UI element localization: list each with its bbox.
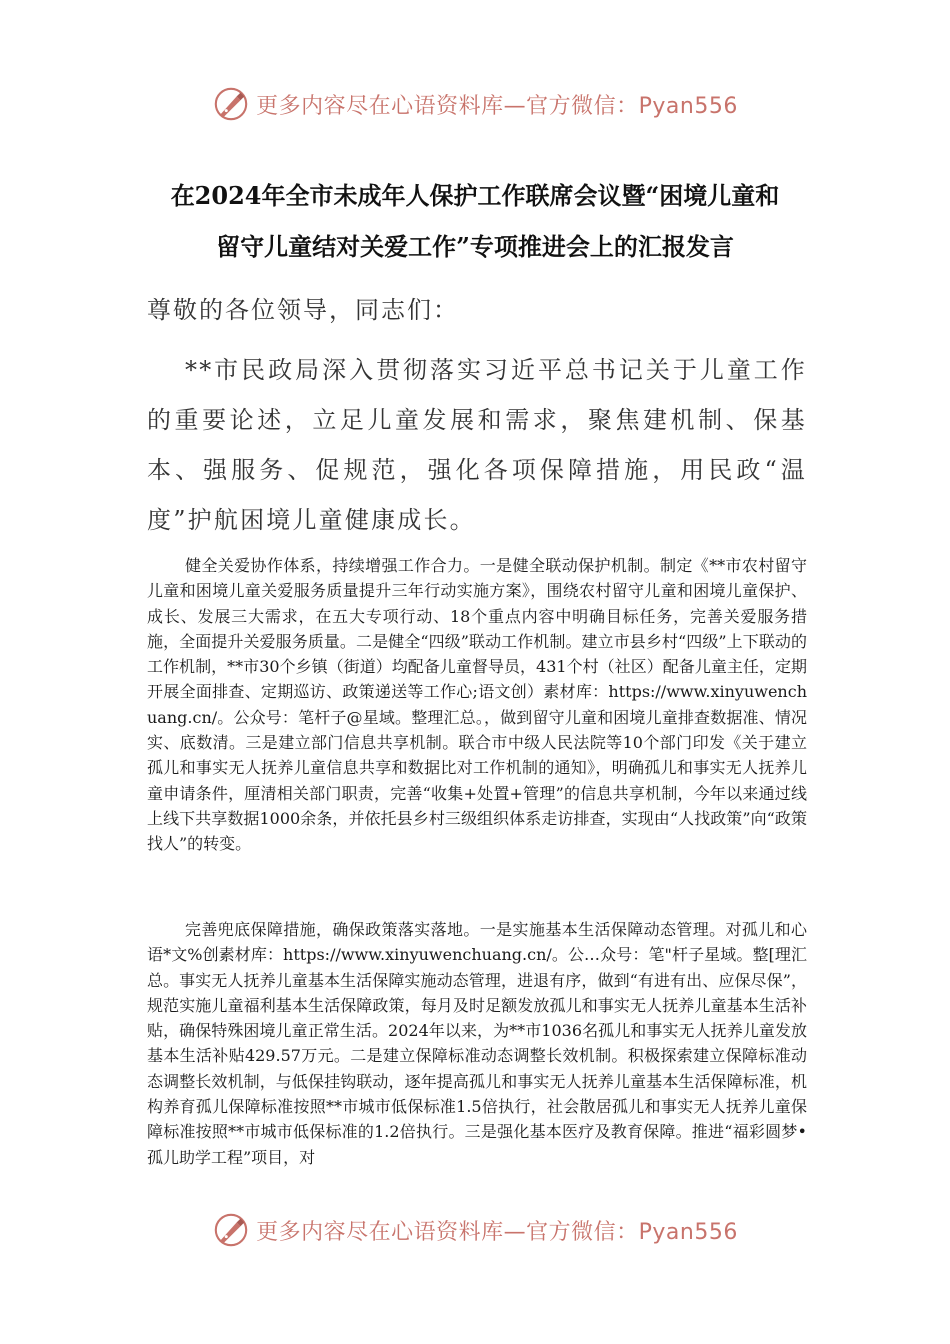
document-title-line-1: 在2024年全市未成年人保护工作联席会议暨“困境儿童和 (170, 181, 780, 210)
document-title-line-2: 留守儿童结对关爱工作”专项推进会上的汇报发言 (216, 232, 734, 261)
banner-text: 更多内容尽在心语资料库—官方微信：Pyan556 (256, 1219, 738, 1245)
pen-nib-logo-icon (212, 85, 250, 123)
banner-text: 更多内容尽在心语资料库—官方微信：Pyan556 (256, 93, 738, 119)
pen-nib-logo-icon (212, 1211, 250, 1249)
footer-banner (0, 1210, 950, 1250)
body-paragraph-2: 完善兜底保障措施，确保政策落实落地。一是实施基本生活保障动态管理。对孤儿和心语*文%创素材库：https://www.xinyuwenchuang.cn/。公…众号：笔"杆子星域。整[理汇总。事实无人抚养儿童基本生活保障实施动态管理，进退有序，做到“有进有出、应保尽保”，规范实施儿童福利基本生活保障政策，每月及时足额发放孤儿和事实无人抚养儿童基本生活补贴，确保特殊困境儿童正常生活。2024年以来，为**市1036名孤儿和事实无人抚养儿童发放基本生活补贴429.57万元。二是建立保障标准动态调整长效机制。积极探索建立保障标准动态调整长效机制，与低保挂钩联动，逐年提高孤儿和事实无人抚养儿童基本生活保障标准，机构养育孤儿保障标准按照**市城市低保标准1.5倍执行，社会散居孤儿和事实无人抚养儿童保障标准按照**市城市低保标准的1.2倍执行。三是强化基本医疗及教育保障。推进“福彩圆梦•孤儿助学工程”项目，对 (147, 920, 807, 1167)
salutation: 尊敬的各位领导，同志们： (147, 296, 459, 324)
intro-paragraph: **市民政局深入贯彻落实习近平总书记关于儿童工作的重要论述，立足儿童发展和需求，聚焦建机制、保基本、强服务、促规范，强化各项保障措施，用民政“温度”护航困境儿童健康成长。 (147, 356, 807, 534)
header-banner (0, 84, 950, 124)
body-paragraph-1: 健全关爱协作体系，持续增强工作合力。一是健全联动保护机制。制定《**市农村留守儿童和困境儿童关爱服务质量提升三年行动实施方案》，围绕农村留守儿童和困境儿童保护、成长、发展三大需求，在五大专项行动、18个重点内容中明确目标任务，完善关爱服务措施，全面提升关爱服务质量。二是健全“四级”联动工作机制。建立市县乡村“四级”上下联动的工作机制，**市30个乡镇（街道）均配备儿童督导员，431个村（社区）配备儿童主任，定期开展全面排查、定期巡访、政策递送等工作心;语文创）素材库：https://www.xinyuwenchuang.cn/。公众号：笔杆子@星域。整理汇总。，做到留守儿童和困境儿童排查数据准、情况实、底数清。三是建立部门信息共享机制。联合市中级人民法院等10个部门印发《关于建立孤儿和事实无人抚养儿童信息共享和数据比对工作机制的通知》，明确孤儿和事实无人抚养儿童申请条件，厘清相关部门职责，完善“收集+处置+管理”的信息共享机制，今年以来通过线上线下共享数据1000余条，并依托县乡村三级组织体系走访排查，实现由“人找政策”向“政策找人”的转变。 (147, 556, 807, 854)
